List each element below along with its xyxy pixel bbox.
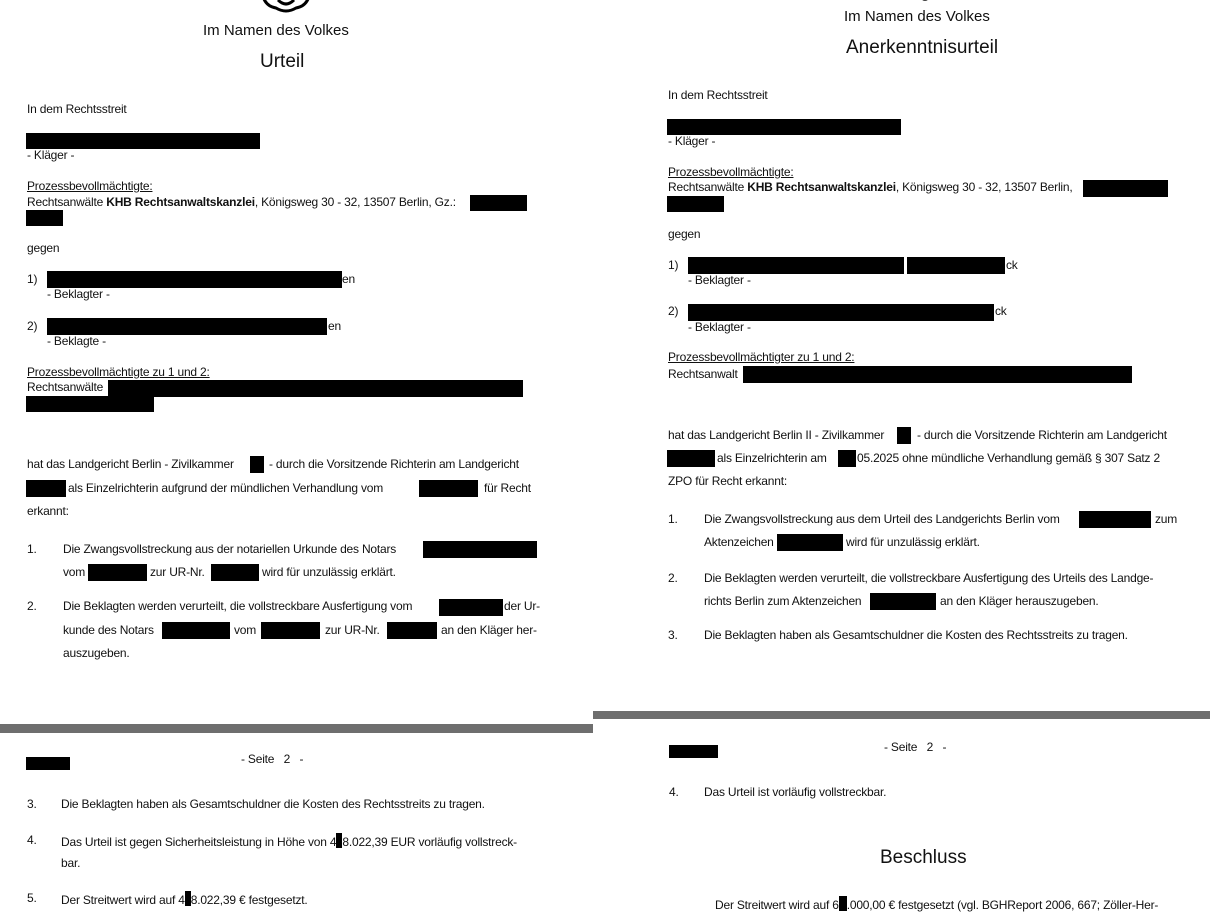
defendant-1-role: - Beklagter -	[688, 273, 751, 287]
counsel-firm: KHB Rechtsanwaltskanzlei	[747, 180, 896, 194]
document-title: Urteil	[260, 51, 305, 72]
court-line-1a: hat das Landgericht Berlin - Zivilkammer	[27, 457, 234, 471]
defendant-1-role: - Beklagter -	[47, 287, 110, 301]
court-line-3: ZPO für Recht erkannt:	[668, 474, 787, 488]
redaction-plaintiff	[26, 133, 260, 149]
redaction-page-header	[669, 745, 718, 758]
redaction-chamber	[250, 456, 264, 473]
item-4-number: 4.	[27, 833, 37, 847]
item-1-line-1b: zum	[1155, 512, 1178, 526]
redaction-day	[838, 450, 856, 467]
court-line-1a: hat das Landgericht Berlin II - Zivilkammer	[668, 428, 885, 442]
defendant-2-suffix: ck	[995, 304, 1007, 318]
counsel-label: Prozessbevollmächtigte:	[27, 179, 153, 193]
against-text: gegen	[27, 241, 60, 255]
item-2-number: 2.	[668, 571, 678, 585]
item-4-line-2: bar.	[61, 856, 81, 870]
redaction-notary-2	[162, 622, 230, 639]
item-4-text: Das Urteil ist vorläufig vollstreckbar.	[704, 785, 887, 799]
item-1-line-2b: zur UR-Nr.	[150, 565, 205, 579]
redaction-judge	[26, 480, 66, 497]
item-2-line-2b: an den Kläger herauszugeben.	[940, 594, 1099, 608]
item-5-line-b: 8.022,39 € festgesetzt.	[190, 893, 308, 907]
defendant-1-suffix: ck	[1006, 258, 1018, 272]
defense-counsel-prefix: Rechtsanwalt	[668, 367, 738, 381]
item-1-line-2a: vom	[63, 565, 86, 579]
item-1-number: 1.	[27, 542, 37, 556]
counsel-line	[27, 195, 456, 209]
defendant-2-number: 2)	[27, 319, 38, 333]
defendant-2-role: - Beklagte -	[47, 334, 106, 348]
beschluss-heading: Beschluss	[880, 847, 967, 868]
redaction-streitwert	[839, 896, 847, 911]
redaction-reference-2	[667, 196, 724, 212]
defense-counsel-prefix: Rechtsanwälte	[27, 380, 104, 394]
item-4-line-1b: 8.022,39 EUR vorläufig vollstreck-	[342, 835, 517, 849]
item-2-line-2d: an den Kläger her-	[441, 623, 537, 637]
redaction-case-number	[777, 534, 843, 551]
right-document	[593, 0, 1210, 913]
redaction-page-header	[26, 757, 70, 770]
item-1-line-2a: Aktenzeichen	[704, 535, 774, 549]
defendant-2-suffix: en	[328, 319, 341, 333]
redaction-defense-counsel-2	[26, 396, 154, 412]
redaction-judge	[667, 450, 715, 467]
redaction-copy-date	[439, 599, 503, 616]
court-line-2a: als Einzelrichterin am	[717, 451, 827, 465]
redaction-deed-date	[88, 564, 147, 581]
redaction-defendant-1b	[907, 257, 1005, 274]
document-title: Anerkenntnisurteil	[846, 37, 999, 58]
redaction-notary	[423, 541, 537, 558]
page-number: - Seite 2 -	[241, 752, 304, 766]
court-line-1b: - durch die Vorsitzende Richterin am Landgericht	[917, 428, 1167, 442]
item-5-number: 5.	[27, 891, 37, 905]
federal-eagle-icon	[917, 0, 933, 4]
streitwert-line	[715, 896, 1158, 912]
item-2-line-2a: richts Berlin zum Aktenzeichen	[704, 594, 862, 608]
counsel-line	[668, 180, 1073, 194]
item-1-number: 1.	[668, 512, 678, 526]
court-line-2a: als Einzelrichterin aufgrund der mündlichen Verhandlung vom	[68, 481, 384, 495]
item-4-line-1	[61, 833, 517, 849]
item-2-line-1b: der Ur-	[504, 599, 540, 613]
counsel-address: , Königsweg 30 - 32, 13507 Berlin, Gz.:	[254, 195, 456, 209]
item-2-line-2a: kunde des Notars	[63, 623, 154, 637]
counsel-firm: KHB Rechtsanwaltskanzlei	[106, 195, 255, 209]
redaction-defendant-1	[47, 271, 342, 288]
item-4-line-1a: Das Urteil ist gegen Sicherheitsleistung in Höhe von 4	[61, 835, 337, 849]
redaction-chamber	[897, 427, 911, 444]
page-break-divider	[593, 711, 1210, 719]
redaction-defendant-2	[688, 304, 994, 321]
streitwert-a: Der Streitwert wird auf 6	[715, 898, 839, 912]
item-1-line-1: Die Zwangsvollstreckung aus der notariellen Urkunde des Notars	[63, 542, 397, 556]
item-4-number: 4.	[669, 785, 679, 799]
item-3-number: 3.	[668, 628, 678, 642]
redaction-judgment-date	[1079, 511, 1151, 528]
court-header: Im Namen des Volkes	[844, 8, 990, 25]
left-document	[0, 0, 593, 913]
redaction-reference-2	[26, 210, 63, 226]
redaction-reference	[470, 195, 527, 211]
item-1-line-2b: wird für unzulässig erklärt.	[846, 535, 980, 549]
defendant-1-number: 1)	[27, 272, 38, 286]
redaction-defendant-1	[688, 257, 904, 274]
redaction-ur-nr-2	[387, 622, 437, 639]
plaintiff-role: - Kläger -	[668, 134, 716, 148]
item-3-text: Die Beklagten haben als Gesamtschuldner die Kosten des Rechtsstreits zu tragen.	[61, 797, 485, 811]
item-2-line-1a: Die Beklagten werden verurteilt, die vollstreckbare Ausfertigung vom	[63, 599, 413, 613]
defendant-1-suffix: en	[342, 272, 355, 286]
item-1-line-1a: Die Zwangsvollstreckung aus dem Urteil des Landgerichts Berlin vom	[704, 512, 1060, 526]
defendant-1-number: 1)	[668, 258, 679, 272]
page-break-divider	[0, 724, 593, 733]
plaintiff-role: - Kläger -	[27, 148, 75, 162]
intro-text: In dem Rechtsstreit	[27, 102, 127, 116]
item-2-line-2c: zur UR-Nr.	[325, 623, 380, 637]
item-2-number: 2.	[27, 599, 37, 613]
federal-eagle-icon	[258, 0, 314, 14]
redaction-deed-date-2	[261, 622, 320, 639]
court-line-2b: 05.2025 ohne mündliche Verhandlung gemäß § 307 Satz 2	[857, 451, 1160, 465]
item-3-number: 3.	[27, 797, 37, 811]
court-header: Im Namen des Volkes	[203, 22, 349, 39]
page-number: - Seite 2 -	[884, 740, 947, 754]
redaction-ur-nr	[211, 564, 259, 581]
court-line-3: erkannt:	[27, 504, 69, 518]
defendant-2-number: 2)	[668, 304, 679, 318]
counsel-address: , Königsweg 30 - 32, 13507 Berlin,	[895, 180, 1073, 194]
item-5-line-a: Der Streitwert wird auf 4	[61, 893, 185, 907]
item-2-line-2b: vom	[234, 623, 257, 637]
court-line-1b: - durch die Vorsitzende Richterin am Landgericht	[269, 457, 519, 471]
redaction-reference	[1083, 180, 1168, 197]
redaction-defendant-2	[47, 318, 327, 335]
redaction-case-number-2	[870, 593, 936, 610]
defendant-2-role: - Beklagter -	[688, 320, 751, 334]
intro-text: In dem Rechtsstreit	[668, 88, 768, 102]
item-2-line-1: Die Beklagten werden verurteilt, die vollstreckbare Ausfertigung des Urteils des Landge-	[704, 571, 1154, 585]
court-line-2b: für Recht	[484, 481, 531, 495]
redaction-hearing-date	[419, 480, 478, 497]
counsel-label: Prozessbevollmächtigte:	[668, 165, 794, 179]
item-2-line-3: auszugeben.	[63, 646, 130, 660]
counsel-prefix: Rechtsanwälte	[27, 195, 107, 209]
counsel-prefix: Rechtsanwälte	[668, 180, 748, 194]
item-3-text: Die Beklagten haben als Gesamtschuldner die Kosten des Rechtsstreits zu tragen.	[704, 628, 1128, 642]
redaction-plaintiff	[667, 119, 901, 135]
defense-counsel-label: Prozessbevollmächtigter zu 1 und 2:	[668, 350, 855, 364]
item-1-line-2c: wird für unzulässig erklärt.	[262, 565, 396, 579]
item-5-line	[61, 891, 308, 907]
against-text: gegen	[668, 227, 701, 241]
streitwert-b: .000,00 € festgesetzt (vgl. BGHReport 2006, 667; Zöller-Her-	[846, 898, 1159, 912]
defense-counsel-label: Prozessbevollmächtigte zu 1 und 2:	[27, 365, 210, 379]
redaction-defense-counsel	[743, 366, 1132, 383]
redaction-defense-counsel	[108, 380, 523, 397]
